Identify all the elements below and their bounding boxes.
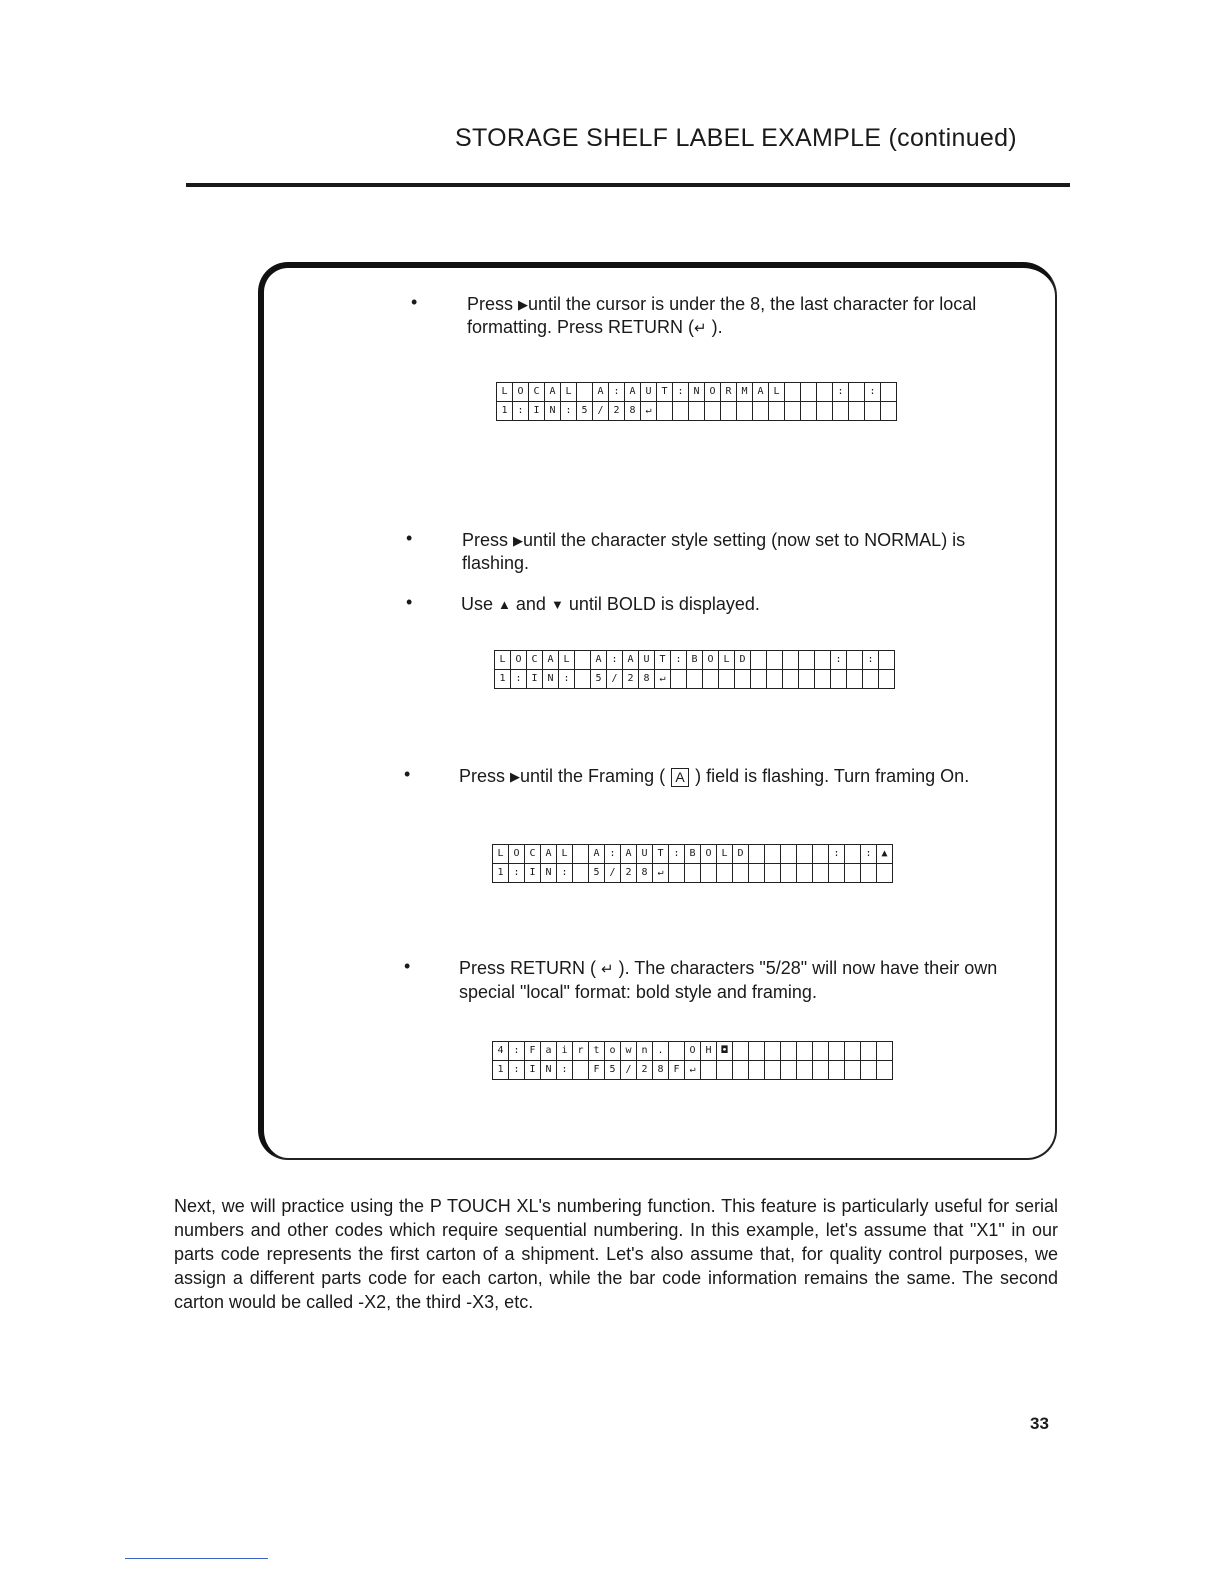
lcd-cell (573, 845, 589, 864)
lcd-cell (881, 402, 897, 421)
lcd-cell: F (589, 1061, 605, 1080)
lcd-display-2 (494, 650, 895, 689)
lcd-cell: I (525, 864, 541, 883)
lcd-cell: A (589, 845, 605, 864)
step-text: until BOLD is displayed. (563, 594, 760, 614)
lcd-cell: 5 (589, 864, 605, 883)
lcd-cell: : (561, 402, 577, 421)
lcd-row (493, 1061, 893, 1080)
lcd-cell: A (623, 651, 639, 670)
lcd-cell (813, 1061, 829, 1080)
lcd-cell: 8 (625, 402, 641, 421)
lcd-cell: : (865, 383, 881, 402)
lcd-cell: L (717, 845, 733, 864)
lcd-cell: 1 (497, 402, 513, 421)
lcd-cell: L (769, 383, 785, 402)
lcd-cell (801, 402, 817, 421)
lcd-cell: O (703, 651, 719, 670)
lcd-cell: ↵ (685, 1061, 701, 1080)
bullet-dot: • (406, 528, 413, 548)
page-title: STORAGE SHELF LABEL EXAMPLE (continued) (455, 124, 1017, 152)
lcd-cell: O (509, 845, 525, 864)
lcd-cell (849, 402, 865, 421)
lcd-cell: B (685, 845, 701, 864)
lcd-cell: 8 (639, 670, 655, 689)
lcd-cell: : (673, 383, 689, 402)
lcd-row (493, 845, 893, 864)
lcd-cell (861, 864, 877, 883)
lcd-cell: L (497, 383, 513, 402)
lcd-cell (829, 1061, 845, 1080)
lcd-cell: 1 (495, 670, 511, 689)
lcd-cell (813, 845, 829, 864)
lcd-cell (753, 402, 769, 421)
right-arrow-icon: ▶ (518, 297, 529, 312)
lcd-cell: 2 (609, 402, 625, 421)
lcd-cell: 2 (621, 864, 637, 883)
lcd-cell: C (527, 651, 543, 670)
return-key-icon: ↵ (694, 320, 707, 337)
lcd-cell: A (541, 845, 557, 864)
lcd-cell: 2 (623, 670, 639, 689)
lcd-cell (573, 1061, 589, 1080)
lcd-cell: L (559, 651, 575, 670)
step-text: Use (461, 594, 499, 614)
lcd-cell (863, 670, 879, 689)
lcd-cell: 4 (493, 1042, 509, 1061)
lcd-cell: 2 (637, 1061, 653, 1080)
lcd-cell: : (607, 651, 623, 670)
lcd-row (495, 670, 895, 689)
lcd-cell (781, 1042, 797, 1061)
lcd-cell: t (589, 1042, 605, 1061)
lcd-cell: A (625, 383, 641, 402)
lcd-cell: D (733, 845, 749, 864)
return-key-icon: ↵ (601, 961, 614, 978)
bullet-dot: • (404, 956, 411, 976)
lcd-cell (749, 845, 765, 864)
lcd-cell: ↵ (653, 864, 669, 883)
lcd-cell (751, 670, 767, 689)
lcd-display-4 (492, 1041, 893, 1080)
lcd-cell (813, 864, 829, 883)
lcd-cell (877, 864, 893, 883)
lcd-cell: : (829, 845, 845, 864)
lcd-cell (781, 845, 797, 864)
lcd-cell (717, 1061, 733, 1080)
lcd-cell (577, 383, 593, 402)
step-text: ). The characters "5/28" will now have their own special "local" format: bold style and framing. (459, 958, 998, 1002)
lcd-cell: T (655, 651, 671, 670)
lcd-cell: 5 (605, 1061, 621, 1080)
step-4 (404, 764, 1019, 788)
lcd-cell: C (529, 383, 545, 402)
lcd-cell: O (685, 1042, 701, 1061)
lcd-cell: : (509, 1042, 525, 1061)
lcd-cell (783, 670, 799, 689)
lcd-cell (815, 651, 831, 670)
step-1 (411, 292, 987, 340)
lcd-cell: : (861, 845, 877, 864)
lcd-cell: a (541, 1042, 557, 1061)
step-text: Press (467, 294, 519, 314)
lcd-cell: A (753, 383, 769, 402)
lcd-cell: T (653, 845, 669, 864)
lcd-cell (785, 402, 801, 421)
lcd-cell: i (557, 1042, 573, 1061)
bullet-dot: • (411, 292, 418, 312)
lcd-cell (689, 402, 705, 421)
lcd-cell (701, 864, 717, 883)
lcd-cell (879, 651, 895, 670)
lcd-cell: 5 (591, 670, 607, 689)
lcd-cell: : (831, 651, 847, 670)
lcd-cell (575, 670, 591, 689)
lcd-cell: : (511, 670, 527, 689)
lcd-cell (861, 1042, 877, 1061)
lcd-cell (751, 651, 767, 670)
down-arrow-icon: ▼ (550, 597, 564, 612)
step-text: Press (459, 766, 511, 786)
lcd-cell (669, 864, 685, 883)
lcd-cell (781, 864, 797, 883)
lcd-cell (765, 1061, 781, 1080)
lcd-cell: A (545, 383, 561, 402)
lcd-cell (829, 864, 845, 883)
step-text: Press RETURN ( (459, 958, 602, 978)
lcd-cell: T (657, 383, 673, 402)
step-3 (406, 592, 1041, 616)
lcd-cell: U (639, 651, 655, 670)
lcd-cell: 8 (637, 864, 653, 883)
lcd-cell (845, 845, 861, 864)
lcd-cell: r (573, 1042, 589, 1061)
lcd-cell (845, 1042, 861, 1061)
lcd-cell (799, 651, 815, 670)
lcd-cell: N (543, 670, 559, 689)
lcd-cell (877, 1061, 893, 1080)
lcd-cell (831, 670, 847, 689)
lcd-display-3 (492, 844, 893, 883)
lcd-cell (797, 1042, 813, 1061)
lcd-cell: : (557, 1061, 573, 1080)
lcd-cell: A (543, 651, 559, 670)
lcd-cell (765, 1042, 781, 1061)
lcd-cell (765, 845, 781, 864)
lcd-cell: ↵ (655, 670, 671, 689)
lcd-cell: L (561, 383, 577, 402)
lcd-cell: F (525, 1042, 541, 1061)
lcd-cell: N (541, 864, 557, 883)
lcd-cell (657, 402, 673, 421)
lcd-cell (735, 670, 751, 689)
lcd-cell (845, 1061, 861, 1080)
lcd-cell (701, 1061, 717, 1080)
lcd-cell (783, 651, 799, 670)
lcd-cell: 1 (493, 864, 509, 883)
step-text: ). (706, 317, 723, 337)
lcd-cell (749, 1042, 765, 1061)
lcd-cell: L (719, 651, 735, 670)
lcd-cell: L (495, 651, 511, 670)
lcd-cell: : (671, 651, 687, 670)
lcd-cell: M (737, 383, 753, 402)
lcd-cell: O (511, 651, 527, 670)
lcd-cell (815, 670, 831, 689)
step-text: until the cursor is under the 8, the last character for local formatting. Press RETURN ( (467, 294, 977, 337)
lcd-cell: / (607, 670, 623, 689)
lcd-cell: O (705, 383, 721, 402)
lcd-cell (737, 402, 753, 421)
lcd-cell: : (509, 1061, 525, 1080)
lcd-cell: I (529, 402, 545, 421)
lcd-cell (833, 402, 849, 421)
lcd-cell: : (509, 864, 525, 883)
lcd-row (497, 383, 897, 402)
lcd-cell: : (513, 402, 529, 421)
lcd-cell: H (701, 1042, 717, 1061)
lcd-cell: 1 (493, 1061, 509, 1080)
lcd-cell: N (689, 383, 705, 402)
lcd-cell (865, 402, 881, 421)
lcd-cell (813, 1042, 829, 1061)
lcd-cell (717, 864, 733, 883)
step-2 (406, 528, 982, 575)
lcd-cell (749, 864, 765, 883)
lcd-cell (671, 670, 687, 689)
lcd-cell: ▲ (877, 845, 893, 864)
bullet-dot: • (404, 764, 411, 784)
lcd-cell: C (525, 845, 541, 864)
lcd-cell: : (669, 845, 685, 864)
step-text: and (510, 594, 551, 614)
lcd-cell (877, 1042, 893, 1061)
lcd-cell (687, 670, 703, 689)
lcd-cell: : (609, 383, 625, 402)
lcd-cell (765, 864, 781, 883)
lcd-cell (685, 864, 701, 883)
lcd-cell (733, 864, 749, 883)
lcd-display-1 (496, 382, 897, 421)
lcd-cell (719, 670, 735, 689)
lcd-cell: / (605, 864, 621, 883)
bullet-dot: • (406, 592, 413, 612)
lcd-cell: U (637, 845, 653, 864)
lcd-cell (705, 402, 721, 421)
page-number: 33 (1030, 1414, 1049, 1433)
lcd-cell: D (735, 651, 751, 670)
lcd-cell: : (557, 864, 573, 883)
up-arrow-icon: ▲ (498, 597, 511, 612)
lcd-cell (733, 1061, 749, 1080)
lcd-cell: o (605, 1042, 621, 1061)
lcd-cell (879, 670, 895, 689)
lcd-cell (673, 402, 689, 421)
lcd-cell: / (621, 1061, 637, 1080)
lcd-cell: B (687, 651, 703, 670)
lcd-cell (767, 651, 783, 670)
lcd-cell (829, 1042, 845, 1061)
lcd-row (493, 1042, 893, 1061)
body-paragraph: Next, we will practice using the P TOUCH XL's numbering function. This feature is particularly useful for serial numbers and other codes which require sequential numbering. In this example, let's assume that "X1" in our parts code represents the first carton of a shipment. Let's also assume that, for quality control purposes, we assign a different parts code for each carton, while the bar code information remains the same. The second carton would be called -X2, the third -X3, etc. (174, 1196, 1058, 1312)
lcd-cell (881, 383, 897, 402)
step-text: until the character style setting (now set to NORMAL) is flashing. (462, 530, 966, 573)
lcd-cell: O (701, 845, 717, 864)
lcd-cell (733, 1042, 749, 1061)
lcd-cell: . (653, 1042, 669, 1061)
lcd-cell (749, 1061, 765, 1080)
lcd-cell (785, 383, 801, 402)
lcd-cell: A (621, 845, 637, 864)
lcd-cell: ↵ (641, 402, 657, 421)
lcd-cell: O (513, 383, 529, 402)
lcd-cell (817, 383, 833, 402)
lcd-cell: : (833, 383, 849, 402)
lcd-cell: L (493, 845, 509, 864)
lcd-cell (573, 864, 589, 883)
lcd-cell: 8 (653, 1061, 669, 1080)
lcd-cell (575, 651, 591, 670)
lcd-row (497, 402, 897, 421)
lcd-cell (669, 1042, 685, 1061)
lcd-cell (781, 1061, 797, 1080)
lcd-cell (721, 402, 737, 421)
lcd-cell (799, 670, 815, 689)
lcd-cell: F (669, 1061, 685, 1080)
lcd-cell (767, 670, 783, 689)
lcd-cell (849, 383, 865, 402)
lcd-cell: n (637, 1042, 653, 1061)
lcd-cell: : (559, 670, 575, 689)
right-arrow-icon: ▶ (513, 533, 524, 548)
lcd-cell: A (593, 383, 609, 402)
lcd-cell (817, 402, 833, 421)
lcd-cell (797, 864, 813, 883)
lcd-cell: / (593, 402, 609, 421)
lcd-cell (861, 1061, 877, 1080)
lcd-row (495, 651, 895, 670)
lcd-cell (797, 845, 813, 864)
lcd-cell: I (527, 670, 543, 689)
lcd-cell (769, 402, 785, 421)
footer-line (125, 1558, 268, 1559)
lcd-cell (797, 1061, 813, 1080)
lcd-row (493, 864, 893, 883)
lcd-cell: w (621, 1042, 637, 1061)
step-text: ) field is flashing. Turn framing On. (695, 766, 970, 786)
lcd-cell (845, 864, 861, 883)
lcd-cell (703, 670, 719, 689)
lcd-cell: U (641, 383, 657, 402)
step-text: until the Framing ( (520, 766, 666, 786)
lcd-cell: : (605, 845, 621, 864)
lcd-cell: L (557, 845, 573, 864)
lcd-cell (847, 670, 863, 689)
lcd-cell: ◘ (717, 1042, 733, 1061)
framing-icon: A (671, 768, 689, 787)
lcd-cell: N (541, 1061, 557, 1080)
lcd-cell (801, 383, 817, 402)
step-5 (404, 956, 1029, 1004)
title-rule (186, 183, 1070, 187)
lcd-cell: N (545, 402, 561, 421)
lcd-cell (847, 651, 863, 670)
lcd-cell: 5 (577, 402, 593, 421)
lcd-cell: I (525, 1061, 541, 1080)
lcd-cell: R (721, 383, 737, 402)
right-arrow-icon: ▶ (510, 769, 521, 784)
lcd-cell: A (591, 651, 607, 670)
lcd-cell: : (863, 651, 879, 670)
step-text: Press (462, 530, 514, 550)
